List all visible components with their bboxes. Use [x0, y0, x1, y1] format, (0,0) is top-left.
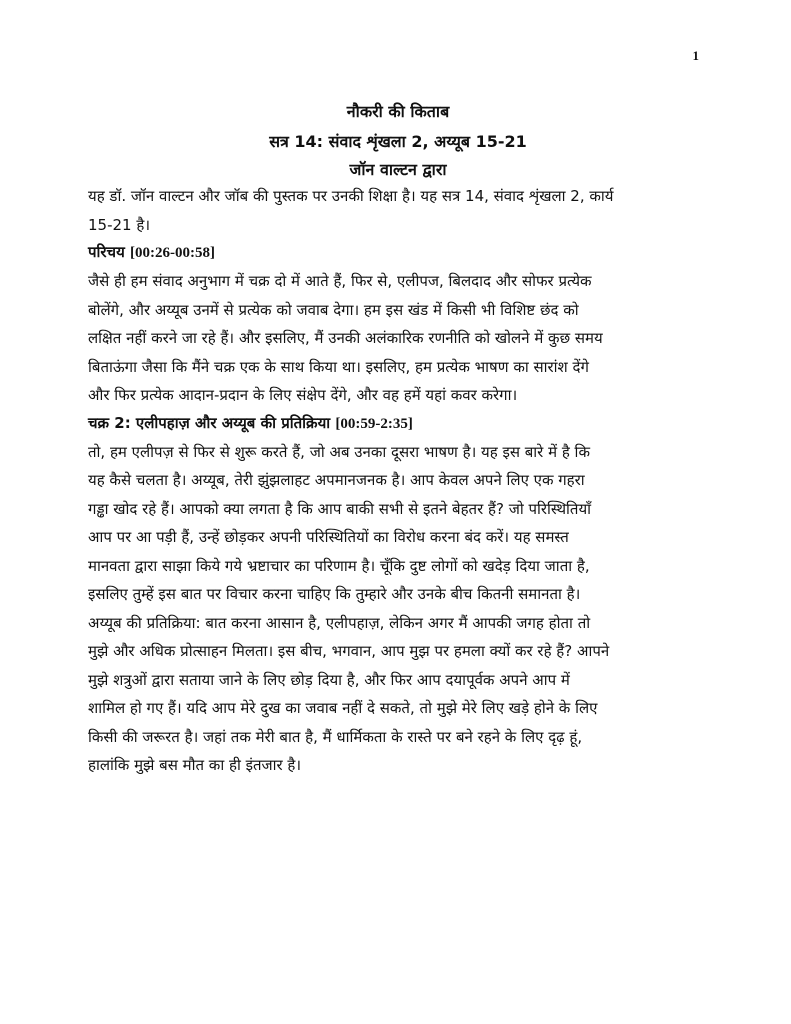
paragraph-line: और फिर प्रत्येक आदान-प्रदान के लिए संक्षेप देंगे, और वह हमें यहां कवर करेगा। [88, 386, 518, 404]
paragraph-line: किसी की जरूरत है। जहां तक मेरी बात है, मैं धार्मिकता के रास्ते पर बने रहने के लिए दृढ़ हूं, [88, 727, 583, 746]
paragraph-line: इसलिए तुम्हें इस बात पर विचार करना चाहिए कि तुम्हारे और उनके बीच कितनी समानता है। [88, 585, 581, 603]
intro-paragraph [88, 182, 708, 239]
paragraph-line: तो, हम एलीपज़ से फिर से शुरू करते हैं, जो अब उनका दूसरा भाषण है। यह इस बारे में है कि [88, 442, 590, 461]
page-number: 1 [692, 48, 699, 63]
paragraph-line: लक्षित नहीं करने जा रहे हैं। और इसलिए, मैं उनकी अलंकारिक रणनीति को खोलने में कुछ समय [88, 329, 603, 347]
document-title: नौकरी की किताब [346, 102, 450, 121]
section-intro-paragraph [88, 267, 708, 410]
paragraph-line: यह कैसे चलता है। अय्यूब, तेरी झुंझलाहट अपमानजनक है। आप केवल अपने लिए एक गहरा [88, 471, 585, 489]
paragraph-line: मुझे और अधिक प्रोत्साहन मिलता। इस बीच, भगवान, आप मुझ पर हमला क्यों कर रहे हैं? आपने [88, 642, 610, 660]
document-subtitle: सत्र 14: संवाद शृंखला 2, अय्यूब 15-21 [269, 132, 527, 151]
paragraph-line: बिताऊंगा जैसा कि मैंने चक्र एक के साथ किया था। इसलिए, हम प्रत्येक भाषण का सारांश देंगे [88, 357, 589, 376]
paragraph-line: मुझे शत्रुओं द्वारा सताया जाने के लिए छोड़ दिया है, और फिर आप दयापूर्वक अपने आप में [88, 670, 570, 689]
section-heading-text: परिचय [88, 243, 125, 261]
paragraph-line: यह डॉ. जॉन वाल्टन और जॉब की पुस्तक पर उनकी शिक्षा है। यह सत्र 14, संवाद शृंखला 2, कार्य [88, 187, 614, 205]
paragraph-line: गड्ढा खोद रहे हैं। आपको क्या लगता है कि आप बाकी सभी से इतने बेहतर हैं? जो परिस्थितियाँ [88, 499, 592, 518]
title-block [88, 100, 708, 182]
paragraph-line: जैसे ही हम संवाद अनुभाग में चक्र दो में आते हैं, फिर से, एलीपज, बिलदाद और सोफर प्रत्येक [88, 272, 592, 290]
section-timestamp: [00:26-00:58] [130, 245, 215, 261]
paragraph-line: आप पर आ पड़ी हैं, उन्हें छोड़कर अपनी परिस्थितियों का विरोध करना बंद करें। यह समस्त [88, 528, 569, 546]
paragraph-line: शामिल हो गए हैं। यदि आप मेरे दुख का जवाब नहीं दे सकते, तो मुझे मेरे लिए खड़े होने के लिए [88, 699, 598, 717]
paragraph-line: 15-21 है। [88, 215, 151, 234]
document-body [88, 100, 708, 780]
section-heading-intro [88, 239, 708, 267]
paragraph-line: हालांकि मुझे बस मौत का ही इंतजार है। [88, 756, 302, 774]
section-heading-text: चक्र 2: एलीपहाज़ और अय्यूब की प्रतिक्रिया [88, 413, 331, 432]
section-timestamp: [00:59-2:35] [335, 415, 413, 432]
paragraph-line: मानवता द्वारा साझा किये गये भ्रष्टाचार का परिणाम है। चूँकि दुष्ट लोगों को खदेड़ दिया जाता है, [88, 556, 590, 575]
document-author: जॉन वाल्टन द्वारा [349, 160, 447, 179]
section-heading-cycle-2 [88, 410, 708, 438]
paragraph-line: बोलेंगे, और अय्यूब उनमें से प्रत्येक को जवाब देगा। हम इस खंड में किसी भी विशिष्ट छंद को [88, 300, 579, 319]
section-cycle-2-paragraph [88, 438, 708, 780]
paragraph-line: अय्यूब की प्रतिक्रिया: बात करना आसान है, एलीपहाज़, लेकिन अगर मैं आपकी जगह होता तो [88, 613, 591, 632]
